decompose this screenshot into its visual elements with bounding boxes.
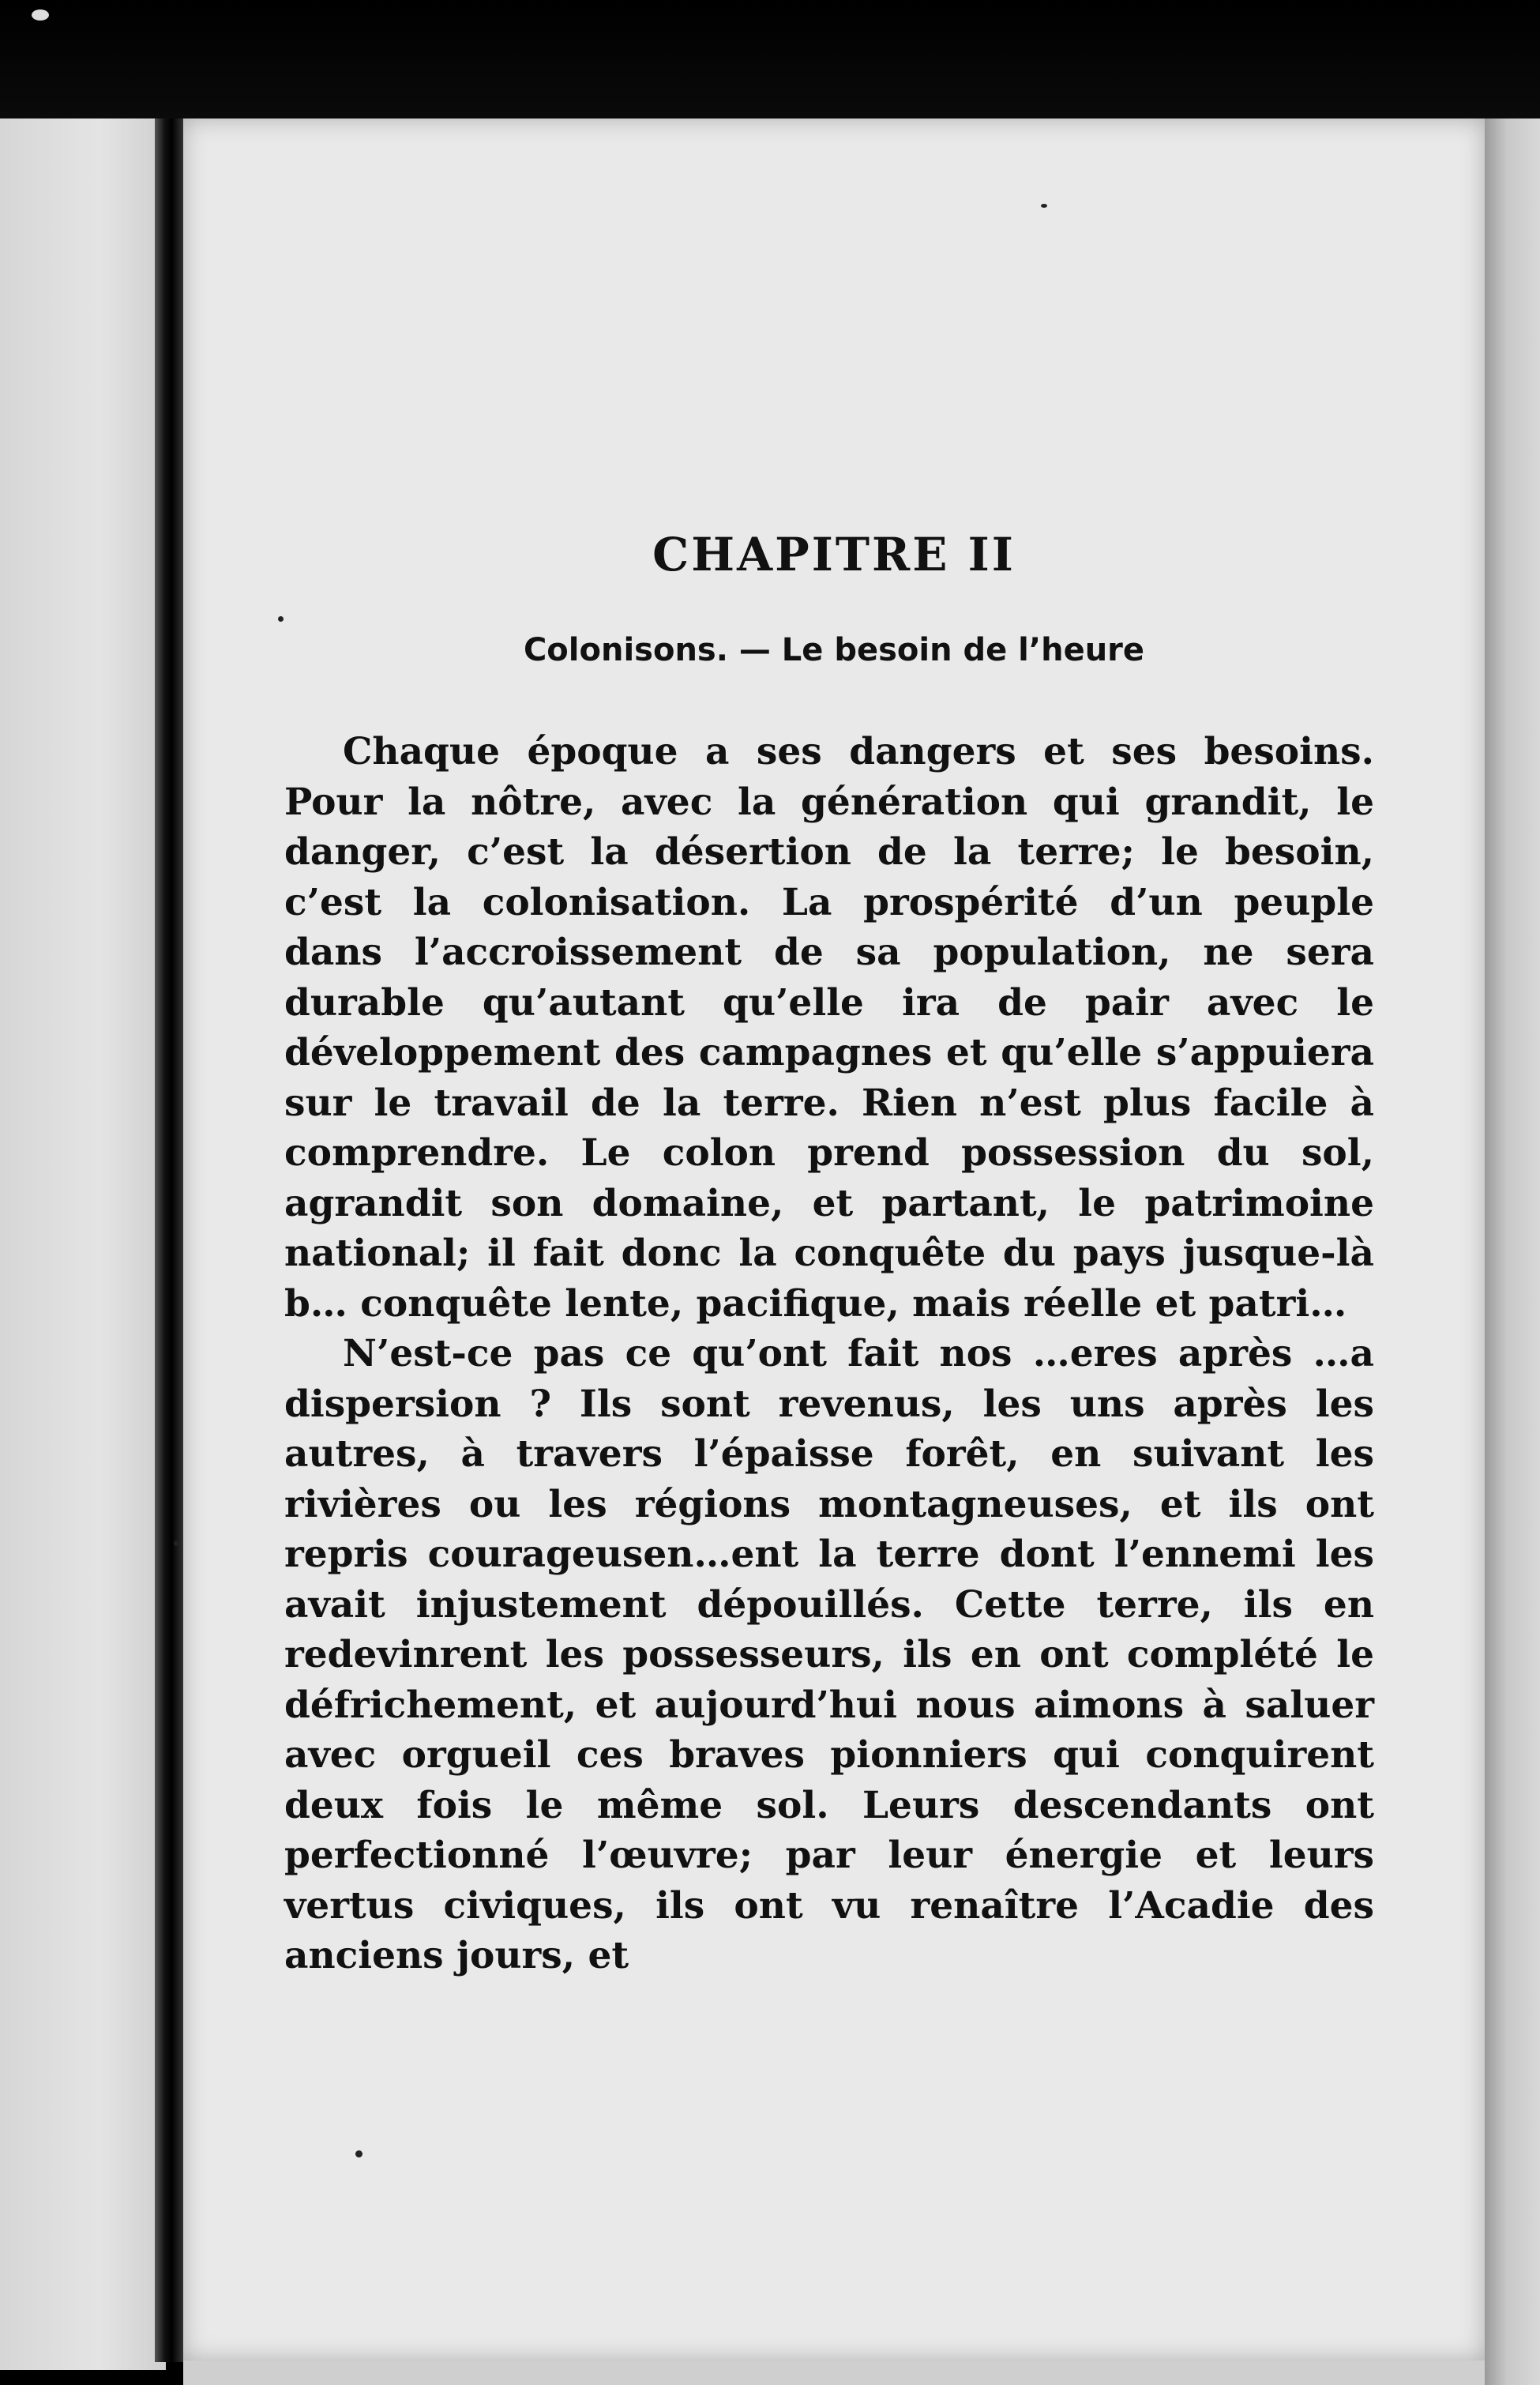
chapter-body bbox=[284, 727, 1374, 1981]
right-page-edge bbox=[1485, 118, 1540, 2385]
paragraph: N’est-ce pas ce qu’ont fait nos …eres après …a dispersion ? Ils sont revenus, les uns après les autres, à travers l’épaisse forêt, en suivant les rivières ou les régions montagneuses, et ils ont repris courageusen…ent la terre dont l’ennemi les avait injustement dépouillés. Cette terre, ils en redevinrent les possesseurs, ils en ont complété le défrichement, et aujourd’hui nous aimons à saluer avec orgueil ces braves pionniers qui conquirent deux fois le même sol. Leurs descendants ont perfectionné l’œuvre; par leur énergie et leurs vertus civiques, ils ont vu renaître l’Acadie des anciens jours, et bbox=[284, 1332, 1374, 1977]
chapter-title: CHAPITRE II bbox=[652, 528, 1016, 581]
book-spine-gutter bbox=[155, 118, 183, 2362]
scan-speck bbox=[32, 9, 49, 21]
scan-top-border bbox=[0, 0, 1540, 118]
page-bottom-edge bbox=[183, 2361, 1485, 2385]
paragraph: Chaque époque a ses dangers et ses besoins. Pour la nôtre, avec la génération qui grandit, le danger, c’est la désertion de la terre; le besoin, c’est la colonisation. La prospérité d’un peuple dans l’accroissement de sa population, ne sera durable qu’autant qu’elle ira de pair avec le développement des campagnes et qu’elle s’appuiera sur le travail de la terre. Rien n’est plus facile à comprendre. Le colon prend possession du sol, agrandit son domaine, et partant, le patrimoine national; il fait donc la conquête du pays jusque-là b… conquête lente, pacifique, mais réelle et patri… bbox=[284, 730, 1374, 1326]
scan-speck bbox=[355, 2150, 362, 2157]
chapter-subtitle: Colonisons. — Le besoin de l’heure bbox=[523, 632, 1145, 668]
scan-speck bbox=[278, 616, 284, 622]
left-page-edge bbox=[0, 118, 166, 2370]
scan-speck bbox=[174, 1540, 179, 1546]
scan-speck bbox=[1041, 204, 1047, 208]
